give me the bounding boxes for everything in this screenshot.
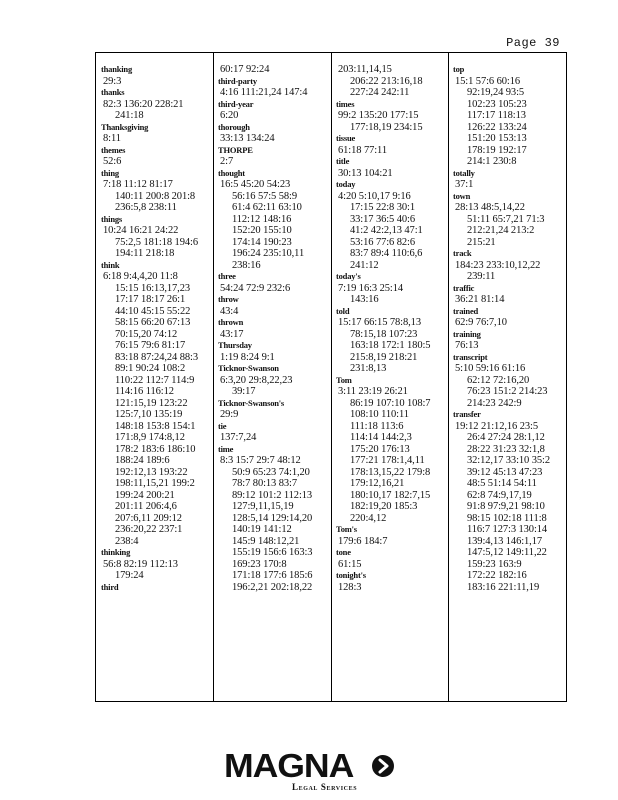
index-reference: 151:20 153:13 [467, 133, 527, 144]
index-reference: 86:19 107:10 108:7 [350, 397, 431, 409]
index-term: times [336, 98, 355, 109]
index-term: thing [101, 167, 119, 178]
index-reference: 155:19 156:6 163:3 [232, 547, 313, 558]
index-reference: 58:15 66:20 67:13 [115, 317, 191, 328]
index-reference: 50:9 65:23 74:1,20 [232, 466, 310, 478]
index-reference: 196:24 235:10,11 [232, 248, 305, 259]
index-reference: 112:12 148:16 [232, 213, 292, 225]
index-reference: 183:16 221:11,19 [467, 581, 540, 593]
index-term: track [453, 248, 472, 258]
index-reference: 114:14 144:2,3 [350, 432, 412, 443]
index-term: told [336, 305, 350, 316]
index-reference: 188:24 189:6 [115, 455, 170, 466]
index-reference: 83:18 87:24,24 88:3 [115, 351, 198, 363]
index-reference: 177:21 178:1,4,11 [350, 455, 425, 466]
index-entry [336, 64, 448, 99]
index-reference: 56:8 82:19 112:13 [103, 558, 178, 570]
index-reference: 241:12 [350, 259, 379, 271]
index-reference: 178:19 192:17 [467, 144, 527, 156]
index-reference: 89:12 101:2 112:13 [232, 489, 313, 501]
index-reference: 102:23 105:23 [467, 98, 527, 110]
index-term: thrown [218, 317, 244, 327]
index-entry [218, 317, 331, 340]
index-reference: 78:7 80:13 83:7 [232, 478, 298, 489]
index-reference: 99:2 135:20 177:15 [338, 110, 419, 121]
logo-wordmark: MAGNA [224, 747, 354, 784]
index-term: town [453, 190, 471, 201]
index-term: top [453, 64, 465, 74]
index-reference: 152:20 155:10 [232, 225, 292, 236]
index-reference: 231:8,13 [350, 363, 387, 374]
index-reference: 178:2 183:6 186:10 [115, 443, 196, 455]
index-entry [336, 133, 448, 156]
index-reference: 125:7,10 135:19 [115, 409, 183, 420]
index-reference: 179:6 184:7 [338, 535, 388, 547]
index-term: three [218, 271, 236, 281]
index-entry [218, 444, 331, 594]
index-reference: 201:11 206:4,6 [115, 501, 177, 512]
index-reference: 206:22 213:16,18 [350, 75, 423, 87]
index-entry [336, 179, 448, 271]
index-reference: 128:3 [338, 581, 362, 593]
index-reference: 116:7 127:3 130:14 [467, 524, 548, 535]
index-reference: 196:2,21 202:18,22 [232, 581, 313, 593]
index-reference: 62:8 74:9,17,19 [467, 489, 532, 501]
index-term: trained [453, 305, 479, 316]
chevron-right-icon [372, 755, 394, 777]
index-entry [218, 168, 331, 272]
index-reference: 4:16 111:21,24 147:4 [220, 87, 308, 98]
index-reference: 179:12,16,21 [350, 478, 405, 489]
index-reference: 163:18 172:1 180:5 [350, 340, 431, 351]
index-term: third-party [218, 75, 257, 86]
index-term: tone [336, 547, 351, 557]
index-entry [218, 76, 331, 99]
index-column-2 [213, 53, 331, 701]
index-reference: 54:24 72:9 232:6 [220, 282, 291, 294]
index-reference: 174:14 190:23 [232, 236, 292, 248]
index-entry [336, 306, 448, 375]
index-reference: 212:21,24 213:2 [467, 225, 535, 236]
index-reference: 28:13 48:5,14,22 [455, 202, 525, 213]
index-reference: 56:16 57:5 58:9 [232, 190, 298, 202]
index-reference: 76:13 [455, 340, 479, 351]
index-reference: 83:7 89:4 110:6,6 [350, 248, 423, 259]
index-reference: 172:22 182:16 [467, 570, 527, 581]
index-reference: 126:22 133:24 [467, 121, 527, 133]
index-entry [336, 524, 448, 547]
index-reference: 137:7,24 [220, 432, 257, 443]
index-entry [218, 64, 331, 76]
index-reference: 1:19 8:24 9:1 [220, 351, 275, 363]
index-term: today [336, 179, 356, 189]
index-reference: 75:2,5 181:18 194:6 [115, 236, 198, 248]
index-reference: 62:9 76:7,10 [455, 317, 507, 328]
index-entry [453, 329, 567, 352]
index-entry [336, 271, 448, 306]
index-reference: 41:2 42:2,13 47:1 [350, 225, 423, 236]
index-reference: 29:9 [220, 409, 239, 420]
index-term: third [101, 581, 119, 592]
index-reference: 89:1 90:24 108:2 [115, 363, 186, 374]
index-term: tonight's [336, 570, 366, 580]
index-term: traffic [453, 282, 475, 293]
index-reference: 37:1 [455, 179, 474, 190]
index-term: training [453, 328, 481, 339]
index-entry [218, 122, 331, 145]
index-reference: 215:21 [467, 236, 496, 248]
index-reference: 139:4,13 146:1,17 [467, 535, 543, 547]
index-term: Tom's [336, 524, 357, 534]
index-reference: 171:8,9 174:8,12 [115, 432, 185, 443]
index-reference: 8:3 15:7 29:7 48:12 [220, 455, 301, 466]
index-reference: 70:15,20 74:12 [115, 328, 178, 340]
index-reference: 16:5 45:20 54:23 [220, 179, 291, 190]
index-entry [218, 363, 331, 398]
index-reference: 10:24 16:21 24:22 [103, 225, 179, 236]
index-reference: 177:18,19 234:15 [350, 121, 423, 133]
index-reference: 6:18 9:4,4,20 11:8 [103, 271, 178, 282]
index-term: title [336, 156, 350, 166]
index-reference: 39:12 45:13 47:23 [467, 466, 543, 478]
index-reference: 30:13 104:21 [338, 167, 393, 179]
index-reference: 52:6 [103, 156, 122, 167]
index-term: transcript [453, 351, 488, 362]
index-reference: 17:15 22:8 30:1 [350, 202, 416, 213]
index-entry [218, 271, 331, 294]
index-term: today's [336, 271, 361, 281]
index-reference: 207:6,11 209:12 [115, 512, 182, 524]
index-reference: 33:17 36:5 40:6 [350, 213, 416, 225]
index-term: transfer [453, 409, 481, 419]
index-column-1 [96, 53, 213, 701]
index-reference: 236:5,8 238:11 [115, 202, 177, 213]
index-entry [218, 398, 331, 421]
index-reference: 128:5,14 129:14,20 [232, 512, 313, 524]
index-reference: 111:18 113:6 [350, 420, 404, 432]
index-reference: 78:15,18 107:23 [350, 328, 418, 340]
logo-subtitle: Legal Services [292, 782, 358, 792]
index-reference: 43:4 [220, 305, 239, 317]
index-term: thought [218, 167, 245, 178]
index-entry [101, 547, 213, 582]
index-reference: 214:23 242:9 [467, 397, 522, 409]
index-entry [218, 145, 331, 168]
index-entry [218, 340, 331, 363]
index-reference: 76:15 79:6 81:17 [115, 340, 186, 351]
index-reference: 215:8,19 218:21 [350, 351, 418, 363]
magna-logo [224, 748, 396, 794]
index-term: thorough [218, 121, 250, 132]
index-reference: 184:23 233:10,12,22 [455, 259, 541, 271]
index-term: totally [453, 167, 475, 178]
index-reference: 53:16 77:6 82:6 [350, 236, 416, 248]
index-reference: 180:10,17 182:7,15 [350, 489, 431, 501]
index-reference: 15:17 66:15 78:8,13 [338, 317, 421, 328]
index-reference: 110:22 112:7 114:9 [115, 374, 195, 386]
index-reference: 2:7 [220, 156, 234, 167]
index-entry [101, 64, 213, 87]
index-term: thanks [101, 87, 125, 97]
index-entry [101, 214, 213, 260]
index-reference: 82:3 136:20 228:21 [103, 98, 184, 110]
index-reference: 61:15 [338, 558, 362, 570]
index-entry [101, 260, 213, 548]
index-entry [453, 64, 567, 168]
index-entry [218, 421, 331, 444]
index-reference: 3:11 23:19 26:21 [338, 386, 408, 397]
index-term: tissue [336, 133, 356, 143]
index-reference: 239:11 [467, 271, 496, 282]
index-entry [101, 87, 213, 122]
index-reference: 238:4 [115, 535, 139, 547]
index-entry [453, 283, 567, 306]
index-entry [218, 99, 331, 122]
index-reference: 199:24 200:21 [115, 489, 175, 501]
index-reference: 61:18 77:11 [338, 144, 387, 156]
index-term: themes [101, 144, 126, 155]
index-reference: 15:1 57:6 60:16 [455, 75, 521, 87]
index-entry [336, 99, 448, 134]
index-reference: 44:10 45:15 55:22 [115, 305, 191, 317]
index-reference: 26:4 27:24 28:1,12 [467, 432, 545, 443]
index-entry [336, 156, 448, 179]
index-reference: 220:4,12 [350, 512, 387, 524]
index-reference: 143:16 [350, 294, 379, 305]
index-reference: 241:18 [115, 110, 144, 121]
index-reference: 7:18 11:12 81:17 [103, 179, 173, 190]
index-entry [453, 191, 567, 249]
index-reference: 43:17 [220, 328, 244, 340]
index-reference: 194:11 218:18 [115, 248, 175, 259]
index-term: Tom [336, 374, 352, 385]
index-reference: 91:8 97:9,21 98:10 [467, 501, 545, 512]
index-reference: 198:11,15,21 199:2 [115, 478, 195, 489]
index-reference: 15:15 16:13,17,23 [115, 282, 191, 294]
index-reference: 5:10 59:16 61:16 [455, 363, 526, 374]
index-entry [453, 352, 567, 410]
page-number-label: Page 39 [506, 36, 560, 50]
index-entry [101, 168, 213, 214]
index-reference: 175:20 176:13 [350, 443, 410, 455]
index-reference: 179:24 [115, 570, 144, 581]
index-reference: 60:17 92:24 [220, 64, 270, 75]
index-reference: 6:20 [220, 110, 239, 121]
index-reference: 8:11 [103, 133, 121, 144]
index-reference: 48:5 51:14 54:11 [467, 478, 537, 489]
index-term: throw [218, 294, 239, 304]
index-reference: 121:15,19 123:22 [115, 397, 188, 409]
index-reference: 140:11 200:8 201:8 [115, 190, 196, 202]
index-term: third-year [218, 98, 254, 109]
index-reference: 6:3,20 29:8,22,23 [220, 374, 293, 386]
index-frame [95, 52, 567, 702]
index-reference: 214:1 230:8 [467, 156, 517, 167]
index-reference: 159:23 163:9 [467, 558, 522, 570]
index-reference: 7:19 16:3 25:14 [338, 282, 404, 294]
index-reference: 28:22 31:23 32:1,8 [467, 443, 545, 455]
index-reference: 178:13,15,22 179:8 [350, 466, 431, 478]
index-term: tie [218, 420, 227, 431]
index-reference: 145:9 148:12,21 [232, 535, 300, 547]
index-reference: 171:18 177:6 185:6 [232, 570, 313, 581]
index-reference: 108:10 110:11 [350, 409, 409, 420]
index-reference: 33:13 134:24 [220, 133, 275, 144]
index-reference: 51:11 65:7,21 71:3 [467, 213, 545, 225]
index-entry [453, 306, 567, 329]
index-entry [453, 248, 567, 283]
index-reference: 182:19,20 185:3 [350, 501, 418, 512]
index-entry [218, 294, 331, 317]
index-term: Ticknor-Swanson [218, 363, 279, 373]
index-reference: 127:9,11,15,19 [232, 501, 294, 512]
index-reference: 236:20,22 237:1 [115, 524, 183, 535]
index-reference: 117:17 118:13 [467, 110, 526, 121]
index-reference: 169:23 170:8 [232, 558, 287, 570]
index-entry [336, 547, 448, 570]
index-reference: 114:16 116:12 [115, 386, 174, 397]
index-reference: 238:16 [232, 259, 261, 271]
index-reference: 36:21 81:14 [455, 294, 505, 305]
index-reference: 140:19 141:12 [232, 524, 292, 535]
index-reference: 62:12 72:16,20 [467, 374, 530, 386]
index-reference: 61:4 62:11 63:10 [232, 202, 302, 213]
index-entry [336, 375, 448, 525]
index-reference: 4:20 5:10,17 9:16 [338, 190, 411, 202]
index-column-3 [331, 53, 448, 701]
index-reference: 92:19,24 93:5 [467, 87, 525, 98]
index-term: THORPE [218, 144, 253, 155]
index-reference: 148:18 153:8 154:1 [115, 420, 196, 432]
index-reference: 17:17 18:17 26:1 [115, 294, 186, 305]
index-term: things [101, 213, 123, 224]
index-reference: 192:12,13 193:22 [115, 466, 188, 478]
index-entry [336, 570, 448, 593]
index-term: thinking [101, 547, 131, 557]
index-reference: 39:17 [232, 386, 256, 397]
index-reference: 147:5,12 149:11,22 [467, 547, 547, 558]
index-reference: 29:3 [103, 75, 122, 87]
index-entry [101, 582, 213, 594]
index-term: Ticknor-Swanson's [218, 397, 285, 408]
index-reference: 76:23 151:2 214:23 [467, 386, 548, 397]
index-term: Thanksgiving [101, 121, 149, 132]
index-entry [101, 145, 213, 168]
index-term: time [218, 443, 234, 454]
index-term: think [101, 259, 120, 270]
index-term: thanking [101, 64, 133, 74]
index-entry [453, 168, 567, 191]
index-reference: 227:24 242:11 [350, 87, 410, 98]
index-term: Thursday [218, 340, 252, 350]
index-column-4 [448, 53, 567, 701]
index-reference: 203:11,14,15 [338, 64, 392, 75]
index-reference: 32:12,17 33:10 35:2 [467, 455, 550, 466]
index-reference: 19:12 21:12,16 23:5 [455, 420, 538, 432]
index-reference: 98:15 102:18 111:8 [467, 512, 547, 524]
index-entry [453, 409, 567, 593]
index-entry [101, 122, 213, 145]
